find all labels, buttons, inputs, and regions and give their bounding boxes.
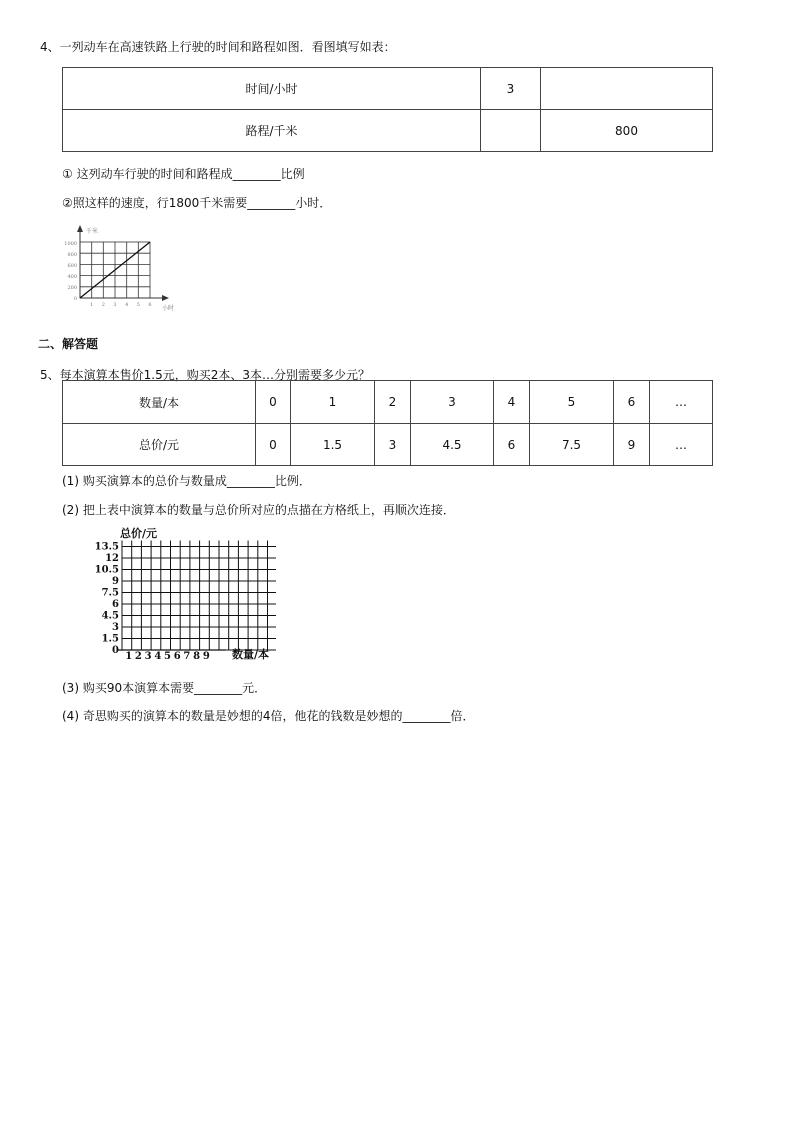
- table-cell: 5: [530, 381, 614, 424]
- q4-distance-time-chart: [58, 222, 183, 314]
- y-tick: 7.5: [101, 587, 119, 599]
- q4-sub2: ②照这样的速度，行1800千米需要________小时．: [62, 196, 332, 210]
- y-tick: 1.5: [101, 633, 119, 645]
- y-tick: 600: [67, 263, 77, 269]
- q5-sub4: (4) 奇思购买的演算本的数量是妙想的4倍，他花的钱数是妙想的________倍．: [62, 709, 475, 723]
- q4-y-arrow: [77, 225, 83, 232]
- table-cell: 数量/本: [63, 381, 256, 424]
- table-cell: 路程/千米: [63, 110, 481, 152]
- table-cell: …: [650, 381, 713, 424]
- table-cell: 1: [291, 381, 375, 424]
- q5-title: 5、每本演算本售价1.5元，购买2本、3本…分别需要多少元？: [40, 368, 370, 382]
- x-tick: 1: [90, 302, 94, 308]
- table-cell: 1.5: [291, 424, 375, 466]
- q5-sub2: (2) 把上表中演算本的数量与总价所对应的点描在方格纸上，再顺次连接．: [62, 503, 455, 517]
- table-cell: 3: [481, 68, 541, 110]
- x-tick: 1: [125, 651, 133, 662]
- q5-x-label: 数量/本: [232, 648, 270, 661]
- x-tick: 3: [144, 651, 152, 662]
- q4-title: 4、一列动车在高速铁路上行驶的时间和路程如图．看图填写如表：: [40, 40, 396, 54]
- q4-x-arrow: [162, 295, 169, 301]
- table-cell: 7.5: [530, 424, 614, 466]
- table-cell: 0: [256, 424, 291, 466]
- x-tick: 5: [136, 302, 140, 308]
- q4-table-row-distance: [63, 110, 713, 152]
- table-cell: 3: [375, 424, 411, 466]
- table-cell: 2: [375, 381, 411, 424]
- table-cell: …: [650, 424, 713, 466]
- y-tick: 6: [112, 599, 119, 610]
- q4-x-ticks: [90, 302, 151, 308]
- q5-grid-paper: [86, 524, 276, 664]
- x-tick: 2: [101, 302, 105, 308]
- y-tick: 10.5: [94, 564, 119, 576]
- y-tick: 9: [112, 576, 119, 587]
- x-tick: 8: [193, 651, 201, 662]
- q4-table-row-time: [63, 68, 713, 110]
- section-2-title: 二、解答题: [38, 337, 99, 351]
- q5-grid: [122, 541, 276, 651]
- q5-table: [62, 380, 713, 466]
- y-tick: 13.5: [94, 541, 119, 553]
- q5-y-label: 总价/元: [120, 527, 158, 540]
- q5-y-ticks: [95, 542, 119, 657]
- q5-table-row-total: [63, 424, 713, 466]
- x-tick: 9: [202, 651, 210, 662]
- table-cell: 4: [494, 381, 530, 424]
- q4-table: [62, 67, 713, 152]
- table-cell: 3: [411, 381, 494, 424]
- table-cell: [541, 68, 713, 110]
- table-cell: 800: [541, 110, 713, 152]
- y-tick: 0: [73, 296, 77, 302]
- x-tick: 4: [125, 302, 129, 308]
- q4-y-label: 千米: [86, 228, 99, 235]
- table-cell: 6: [494, 424, 530, 466]
- table-cell: 总价/元: [63, 424, 256, 466]
- y-tick: 4.5: [101, 610, 119, 622]
- q4-x-label: 小时: [162, 305, 175, 312]
- q4-y-ticks: [64, 241, 77, 302]
- q5-x-ticks: [125, 651, 210, 662]
- table-cell: 9: [614, 424, 650, 466]
- x-tick: 7: [183, 651, 191, 662]
- q4-sub1: ① 这列动车行驶的时间和路程成________比例: [62, 167, 305, 181]
- table-cell: 0: [256, 381, 291, 424]
- x-tick: 3: [113, 302, 117, 308]
- table-cell: 时间/小时: [63, 68, 481, 110]
- x-tick: 2: [134, 651, 142, 662]
- q5-sub1: (1) 购买演算本的总价与数量成________比例．: [62, 474, 311, 488]
- y-tick: 1000: [64, 241, 77, 247]
- y-tick: 200: [67, 285, 77, 291]
- table-cell: [481, 110, 541, 152]
- y-tick: 800: [67, 252, 77, 258]
- x-tick: 5: [164, 651, 171, 662]
- y-tick: 400: [67, 274, 77, 280]
- y-tick: 12: [105, 553, 119, 564]
- x-tick: 4: [154, 651, 162, 662]
- y-tick: 0: [112, 645, 119, 656]
- y-tick: 3: [112, 622, 119, 633]
- q5-table-row-quantity: [63, 381, 713, 424]
- table-cell: 6: [614, 381, 650, 424]
- x-tick: 6: [148, 302, 152, 308]
- x-tick: 6: [173, 651, 181, 662]
- table-cell: 4.5: [411, 424, 494, 466]
- q5-sub3: (3) 购买90本演算本需要________元．: [62, 681, 267, 695]
